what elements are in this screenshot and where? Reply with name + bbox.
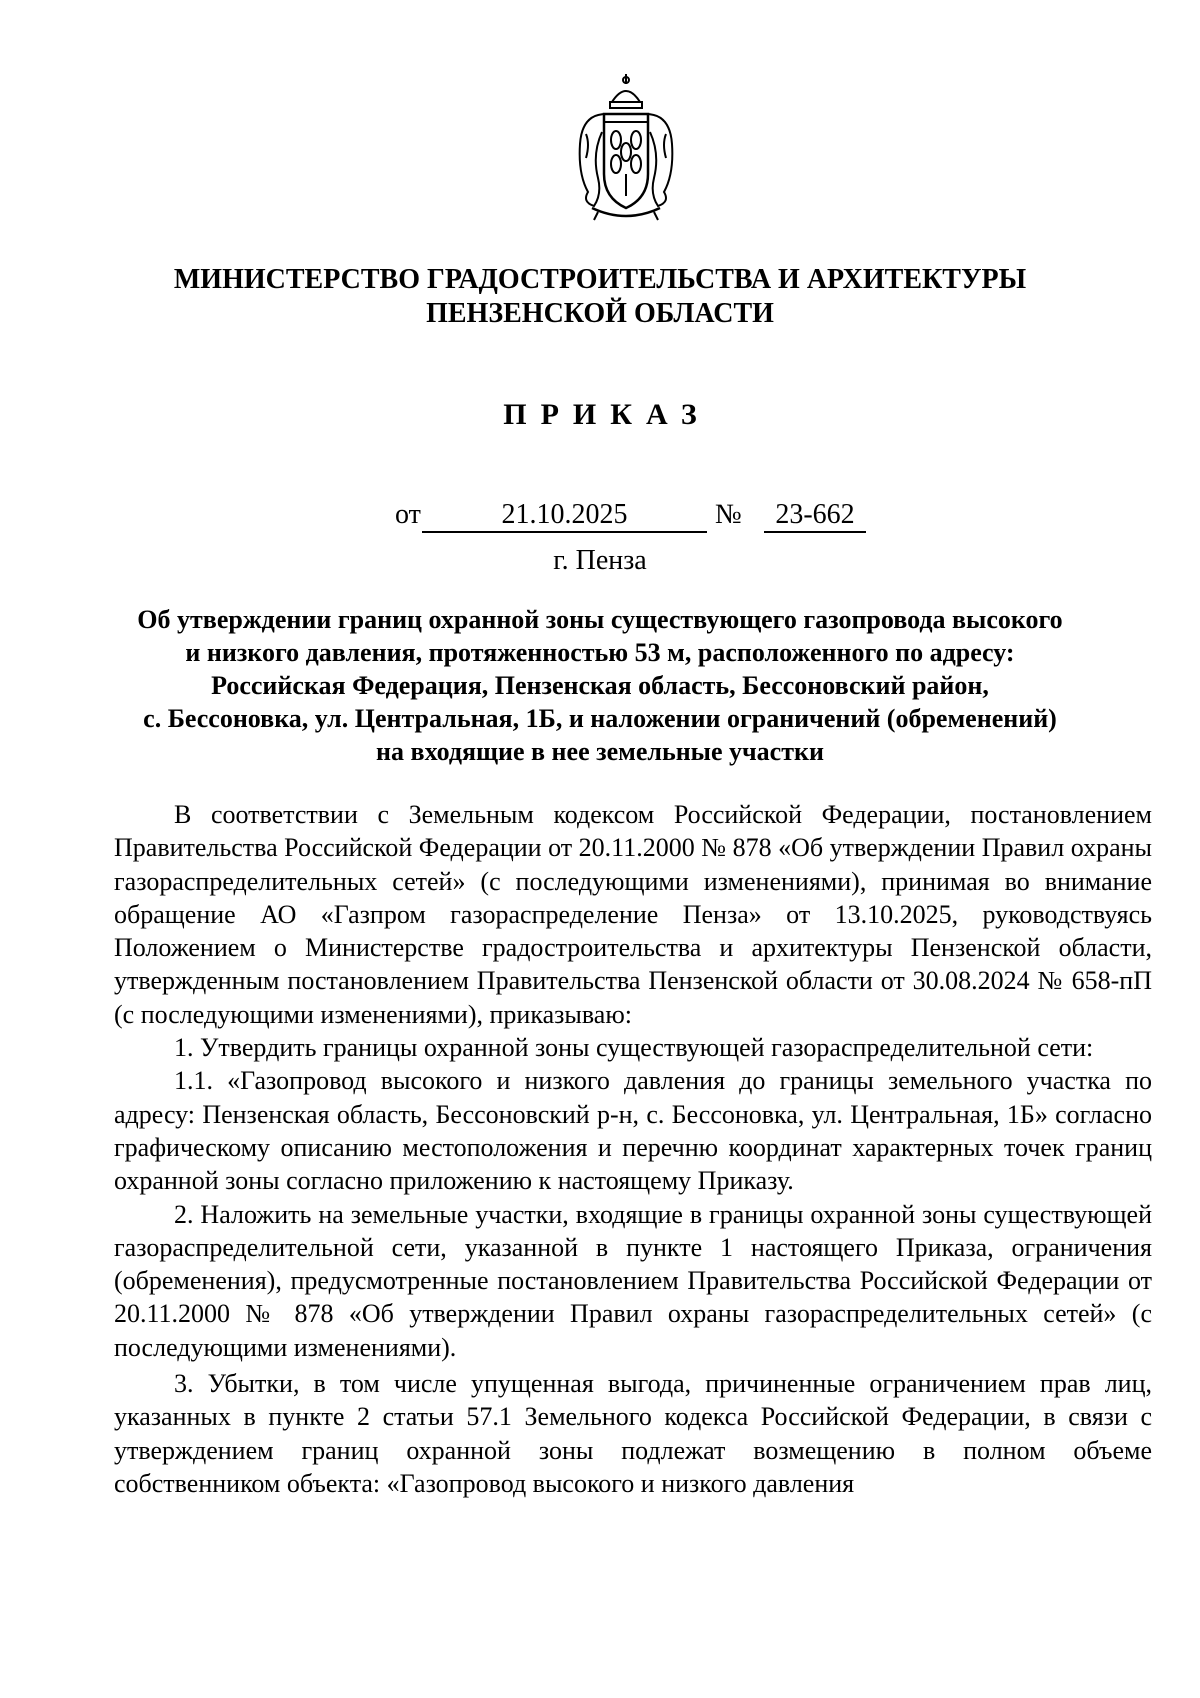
document-type: ПРИКАЗ [503,398,711,431]
number-field: 23-662 [764,499,866,533]
date-field: 21.10.2025 [422,499,707,533]
date-prefix: от [395,499,421,530]
city: г. Пенза [553,545,647,576]
document-body [114,798,1152,1500]
title-line: Об утверждении границ охранной зоны существующего газопровода высокого [137,605,1063,634]
ministry-line-1: МИНИСТЕРСТВО ГРАДОСТРОИТЕЛЬСТВА И АРХИТЕКТУРЫ [173,264,1027,295]
title-line: с. Бессоновка, ул. Центральная, 1Б, и наложении ограничений (обременений) [143,704,1057,733]
paragraph-item-1: 1. Утвердить границы охранной зоны существующей газораспределительной сети: [174,1033,1094,1063]
paragraph-item-1-1: 1.1. «Газопровод высокого и низкого давления до границы земельного участка по адресу: Пензенская область, Бессоновский р-н, с. Бессоновка, ул. Центральная, 1Б» согласно графическому описанию местоположения и перечню координат характерных точек границ охранной зоны согласно приложению к настоящему Приказу. [114,1066,1152,1196]
number-prefix: № [715,499,742,530]
ministry-name [110,263,1090,331]
title-line: и низкого давления, протяженностью 53 м, расположенного по адресу: [185,638,1015,667]
ministry-line-2: ПЕНЗЕНСКОЙ ОБЛАСТИ [426,298,774,329]
paragraph-item-3: 3. Убытки, в том числе упущенная выгода, причиненные ограничением прав лиц, указанных в пункте 2 статьи 57.1 Земельного кодекса Российской Федерации, в связи с утверждением границ охранной зоны подлежат возмещению в полном объеме собственником объекта: «Газопровод высокого и низкого давления [114,1369,1152,1498]
document-title [110,603,1090,768]
paragraph-item-2: 2. Наложить на земельные участки, входящие в границы охранной зоны существующей газораспределительной сети, указанной в пункте 1 настоящего Приказа, ограничения (обременения), предусмотренные постановлением Правительства Российской Федерации от 20.11.2000 № 878 «Об утверждении Правил охраны газораспределительных сетей» (с последующими изменениями). [114,1199,1152,1362]
title-line: Российская Федерация, Пензенская область, Бессоновский район, [211,671,989,700]
date-number-line [0,499,1200,533]
paragraph-preamble: В соответствии с Земельным кодексом Российской Федерации, постановлением Правительства Российской Федерации от 20.11.2000 № 878 «Об утверждении Правил охраны газораспределительных сетей» (с последующими изменениями), принимая во внимание обращение АО «Газпром газораспределение Пенза» от 13.10.2025, руководствуясь Положением о Министерстве градостроительства и архитектуры Пензенской области, утвержденным постановлением Правительства Пензенской области от 30.08.2024 № 658-пП (с последующими изменениями), приказываю: [114,800,1152,1029]
coat-of-arms-icon [572,74,680,224]
title-line: на входящие в нее земельные участки [376,737,824,766]
